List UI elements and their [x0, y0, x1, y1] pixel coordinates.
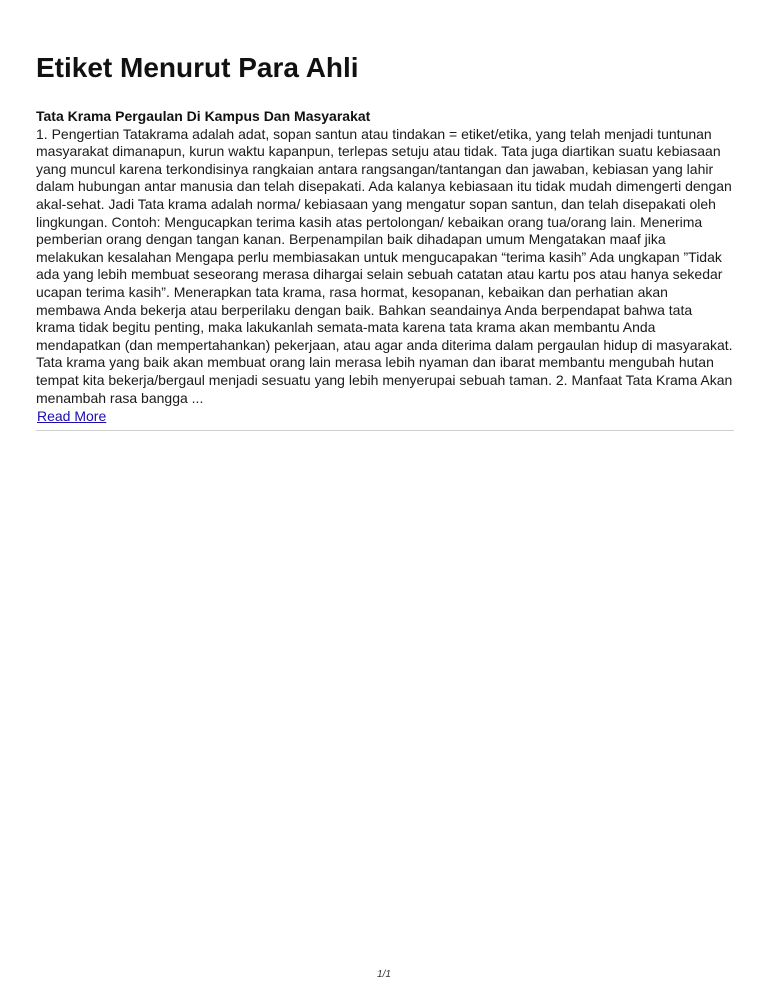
- document-page: [36, 50, 734, 431]
- article-entry: [36, 108, 734, 426]
- read-more-link[interactable]: Read More: [37, 408, 107, 425]
- page-number: 1/1: [377, 969, 391, 980]
- article-body: 1. Pengertian Tatakrama adalah adat, sopan santun atau tindakan = etiket/etika, yang telah menjadi tuntunan masyarakat dimanapun, kurun waktu kapanpun, terlepas setuju atau tidak. Tata juga diartikan suatu kebiasaan yang muncul karena terkondisinya rangkaian antara rangsangan/tantangan dan jawaban, kebiasan yang lahir dalam hubungan antar manusia dan telah disepakati. Ada kalanya kebiasaan itu tidak mudah dimengerti dengan akal-sehat. Jadi Tata krama adalah norma/ kebiasaan yang mengatur sopan santun, dan telah disepakati oleh lingkungan. Contoh: Mengucapkan terima kasih atas pertolongan/ kebaikan orang tua/orang lain. Menerima pemberian orang dengan tangan kanan. Berpenampilan baik dihadapan umum Mengatakan maaf jika melakukan kesalahan Mengapa perlu membiasakan untuk mengucapakan “terima kasih” Ada ungkapan ”Tidak ada yang lebih membuat seseorang merasa dihargai selain sebuah catatan atau kartu pos atau hanya sekedar ucapan terima kasih”. Menerapkan tata krama, rasa hormat, kesopanan, kebaikan dan perhatian akan membawa Anda bekerja atau berperilaku dengan baik. Bahkan seandainya Anda berpendapat bahwa tata krama tidak begitu penting, maka lakukanlah semata-mata karena tata krama akan membantu Anda mendapatkan (dan mempertahankan) pekerjaan, atau agar anda diterima dalam pergaulan hidup di masyarakat. Tata krama yang baik akan membuat orang lain merasa lebih nyaman dan ibarat membantu mengubah hutan tempat kita bekerja/bergaul menjadi sesuatu yang lebih menyerupai sebuah taman. 2. Manfaat Tata Krama Akan menambah rasa bangga ...: [36, 125, 733, 406]
- page-title: Etiket Menurut Para Ahli: [36, 52, 359, 83]
- article-heading: Tata Krama Pergaulan Di Kampus Dan Masyarakat: [36, 108, 371, 124]
- divider: [36, 430, 734, 431]
